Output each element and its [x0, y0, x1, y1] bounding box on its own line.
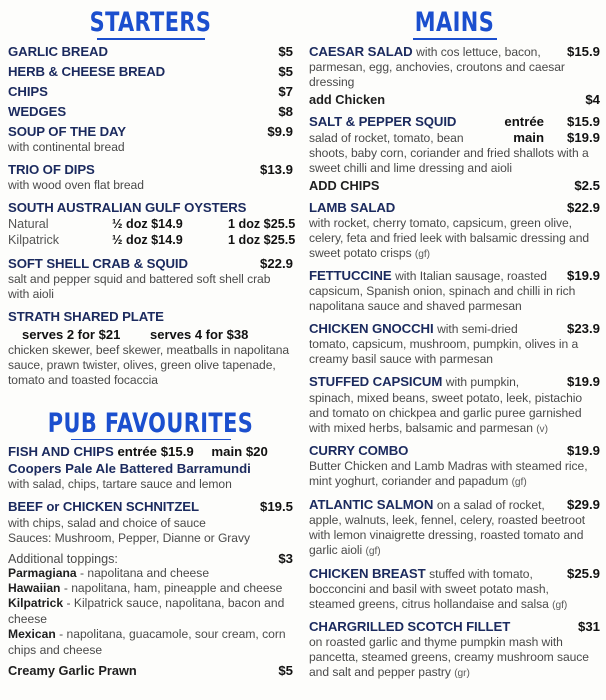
item-name: WEDGES: [8, 103, 67, 119]
item-name-text: CAESAR SALAD: [309, 43, 413, 59]
item-price: $25.9: [566, 565, 600, 581]
menu-item-soft-shell-crab-squid: [8, 256, 293, 302]
menu-item-wedges: [8, 104, 293, 120]
add-chips-price: $2.5: [574, 177, 600, 193]
squid-entree-row: [309, 114, 600, 130]
item-price: $19.5: [259, 499, 293, 515]
item-inline-description: with semi-dried: [437, 322, 518, 337]
dietary-tag: (gf): [552, 599, 568, 611]
item-price: $19.9: [566, 374, 600, 390]
dietary-tag: (gf): [414, 248, 430, 260]
item-name: SALT & PEPPER SQUID: [309, 113, 457, 129]
item-inline-description: on a salad of rocket,: [436, 497, 545, 512]
add-chips-label: ADD CHIPS: [309, 177, 380, 193]
oyster-half-dozen-price: ½ doz $14.9: [112, 217, 183, 232]
item-name: LAMB SALAD: [309, 199, 396, 215]
dietary-tag: (gf): [365, 545, 381, 557]
fish-and-chips-price-line: [8, 444, 293, 461]
item-description: [309, 635, 600, 681]
oyster-style: Natural: [8, 217, 49, 232]
topping-parmagiana: [8, 566, 293, 581]
item-price: $29.9: [566, 496, 600, 512]
section-title-starters: STARTERS: [89, 7, 212, 38]
menu-item-chips: [8, 84, 293, 100]
dietary-tag: (v): [536, 423, 548, 435]
item-description: chicken skewer, beef skewer, meatballs in napolitana sauce, prawn twister, olives, green olive tapenade, tomato and toasted focaccia: [8, 343, 290, 387]
section-rule: [71, 439, 231, 441]
item-description-text: with rocket, cherry tomato, capsicum, green olive, celery, feta and fried leek with balsamic dressing and sweet potato crisps: [309, 215, 590, 260]
item-price: $5: [278, 43, 293, 59]
oyster-row-kilpatrick: [8, 232, 296, 248]
right-column: [303, 0, 606, 700]
item-name: FISH AND CHIPS: [8, 444, 114, 460]
entree-price: $15.9: [566, 113, 600, 129]
topping-description: - napolitana and cheese: [79, 565, 210, 580]
item-name: SOUP OF THE DAY: [8, 123, 126, 139]
topping-name: Hawaiian: [8, 580, 61, 595]
item-price: $19.9: [566, 443, 600, 459]
item-price: $19.9: [566, 268, 600, 284]
item-name: [309, 374, 567, 390]
menu-item-atlantic-salmon: [309, 497, 600, 559]
menu-item-curry-combo: [309, 443, 600, 490]
entree-label: entrée: [117, 444, 158, 460]
item-description: with salad, chips, tartare sauce and lemon: [8, 477, 232, 492]
topping-description: - Kilpatrick sauce, napolitana, bacon and cheese: [8, 596, 285, 626]
item-name: STRATH SHARED PLATE: [8, 308, 164, 324]
item-name: SOFT SHELL CRAB & SQUID: [8, 255, 188, 271]
item-description: salt and pepper squid and battered soft shell crab with aioli: [8, 271, 271, 301]
item-description: shoots, baby corn, coriander and fried shallots with a sweet chilli and lime dressing and aioli: [309, 145, 589, 175]
topping-description: - napolitana, ham, pineapple and cheese: [63, 580, 283, 595]
item-description: tomato, capsicum, mushroom, pumpkin, olives in a creamy basil sauce with parmesan: [309, 337, 579, 367]
menu-item-chargrilled-scotch-fillet: [309, 619, 600, 681]
menu-item-fettuccine: [309, 268, 600, 314]
item-inline-description: stuffed with tomato,: [429, 566, 533, 581]
item-name-text: CHICKEN BREAST: [309, 565, 426, 581]
section-title-mains: MAINS: [414, 7, 495, 38]
menu-item-schnitzel: [8, 499, 293, 678]
item-description: [309, 459, 600, 490]
topping-description: - napolitana, guacamole, sour cream, corn chips and cheese: [8, 627, 286, 657]
section-title-pub-favourites: PUB FAVOURITES: [47, 407, 254, 439]
item-price: $22.9: [566, 199, 600, 215]
add-chicken-label: add Chicken: [309, 91, 386, 107]
squid-main-row: [309, 130, 600, 146]
item-inline-description: with Italian sausage, roasted: [395, 269, 547, 284]
item-description: [309, 391, 600, 437]
item-inline-description: with cos lettuce, bacon,: [416, 44, 541, 59]
oyster-style: Kilpatrick: [8, 233, 60, 248]
item-price: $5: [278, 63, 293, 79]
menu-item-strath-shared-plate: [8, 309, 293, 388]
item-name-text: ATLANTIC SALMON: [309, 496, 434, 512]
add-chips-row: [309, 178, 600, 193]
menu-item-caesar-salad: [309, 44, 600, 107]
item-name: CHIPS: [8, 83, 48, 99]
menu-item-stuffed-capsicum: [309, 374, 600, 436]
dietary-tag: (gf): [511, 477, 527, 489]
main-label: main: [211, 444, 243, 460]
dietary-tag: (gr): [454, 668, 470, 680]
item-description: with wood oven flat bread: [8, 178, 144, 193]
item-name: CURRY COMBO: [309, 443, 409, 459]
topping-name: Mexican: [8, 627, 56, 642]
section-rule: [97, 38, 205, 40]
item-name-text: STUFFED CAPSICUM: [309, 374, 443, 390]
menu-item-gulf-oysters: [8, 200, 296, 249]
item-sauces: Sauces: Mushroom, Pepper, Dianne or Gravy: [8, 530, 250, 545]
oyster-dozen-price: 1 doz $25.5: [228, 217, 296, 232]
item-name: TRIO OF DIPS: [8, 161, 95, 177]
item-price: $8: [278, 103, 293, 119]
item-description-text: on roasted garlic and thyme pumpkin mash with pancetta, steamed greens, creamy mushroom sauce and salt and pepper pastry: [309, 635, 589, 680]
item-description-text: apple, walnuts, leek, fennel, celery, roasted beetroot with lemon vinaigrette dressing, roasted tomato and garlic aioli: [309, 512, 586, 557]
item-name: [309, 268, 567, 284]
creamy-garlic-prawn-label: Creamy Garlic Prawn: [8, 663, 137, 679]
item-name-text: FETTUCCINE: [309, 268, 392, 284]
entree-label: entrée: [504, 113, 544, 129]
item-description: capsicum, Spanish onion, spinach and chilli in rich napolitana sauce and shaved parmesan: [309, 284, 576, 314]
item-name: GARLIC BREAD: [8, 43, 108, 59]
item-price: $22.9: [259, 255, 293, 271]
item-name: CHARGRILLED SCOTCH FILLET: [309, 619, 511, 635]
topping-kilpatrick: [8, 596, 293, 627]
item-name: BEEF or CHICKEN SCHNITZEL: [8, 499, 199, 515]
item-description-text: bocconcini and basil with sweet potato mash, steamed greens, citrus hollandaise and salsa: [309, 581, 549, 611]
main-label: main: [513, 129, 544, 145]
topping-name: Parmagiana: [8, 565, 77, 580]
section-header-mains: [309, 0, 600, 44]
menu-item-soup-of-the-day: [8, 124, 293, 155]
menu-item-trio-of-dips: [8, 162, 293, 193]
item-name: [309, 44, 567, 60]
shared-plate-serves: [8, 325, 293, 343]
item-description: [309, 216, 600, 262]
menu-item-chicken-breast: [309, 566, 600, 613]
item-description-line1: salad of rocket, tomato, bean: [309, 130, 464, 145]
main-price: $19.9: [566, 129, 600, 145]
menu-item-fish-and-chips: [8, 444, 293, 492]
item-price: $31: [577, 619, 600, 635]
item-description: [309, 582, 600, 613]
oyster-row-natural: [8, 216, 296, 232]
item-name-text: CHICKEN GNOCCHI: [309, 321, 434, 337]
item-price: $9.9: [267, 123, 293, 139]
add-chicken-row: [309, 92, 600, 107]
additional-toppings-label: Additional toppings:: [8, 551, 118, 566]
topping-name: Kilpatrick: [8, 596, 64, 611]
menu-item-herb-cheese-bread: [8, 64, 293, 80]
item-name: [309, 321, 567, 337]
creamy-garlic-prawn-price: $5: [278, 663, 293, 679]
oyster-dozen-price: 1 doz $25.5: [228, 233, 296, 248]
item-inline-description: with pumpkin,: [445, 375, 520, 390]
item-price: $15.9: [566, 43, 600, 59]
item-description: [309, 513, 600, 559]
item-price: $7: [278, 83, 293, 99]
item-name: [309, 497, 567, 513]
menu-item-salt-pepper-squid: [309, 114, 600, 193]
item-description: with chips, salad and choice of sauce: [8, 515, 206, 530]
additional-toppings-price: $3: [278, 550, 293, 566]
oyster-half-dozen-price: ½ doz $14.9: [112, 233, 183, 248]
menu-item-garlic-bread: [8, 44, 293, 60]
item-price: $23.9: [566, 321, 600, 337]
add-chicken-price: $4: [585, 91, 600, 107]
entree-price: $15.9: [160, 444, 194, 460]
item-description: with continental bread: [8, 139, 125, 154]
item-price: $13.9: [259, 161, 293, 177]
main-price: $20: [245, 444, 268, 460]
section-header-starters: [8, 0, 293, 44]
menu-item-chicken-gnocchi: [309, 321, 600, 367]
creamy-garlic-prawn-row: [8, 663, 293, 678]
item-description-text: Butter Chicken and Lamb Madras with steamed rice, mint yoghurt, coriander and papadum: [309, 459, 588, 489]
section-header-pub-favourites: [8, 395, 293, 445]
topping-hawaiian: [8, 581, 293, 596]
topping-mexican: [8, 627, 293, 658]
item-description: parmesan, egg, anchovies, croutons and caesar dressing: [309, 59, 565, 89]
section-rule: [413, 38, 497, 40]
item-description-text: spinach, mixed beans, sweet potato, leek, pistachio and tomato on chickpea and garlic puree garnished with mixed herbs, balsamic and parmesan: [309, 390, 583, 435]
menu-item-lamb-salad: [309, 200, 600, 262]
serves-4-price: serves 4 for $38: [150, 327, 249, 342]
item-name: [309, 566, 567, 582]
item-subtitle: Coopers Pale Ale Battered Barramundi: [8, 460, 251, 476]
serves-2-price: serves 2 for $21: [22, 327, 121, 342]
item-name: SOUTH AUSTRALIAN GULF OYSTERS: [8, 200, 247, 216]
item-name: HERB & CHEESE BREAD: [8, 63, 166, 79]
additional-toppings-row: [8, 551, 293, 566]
